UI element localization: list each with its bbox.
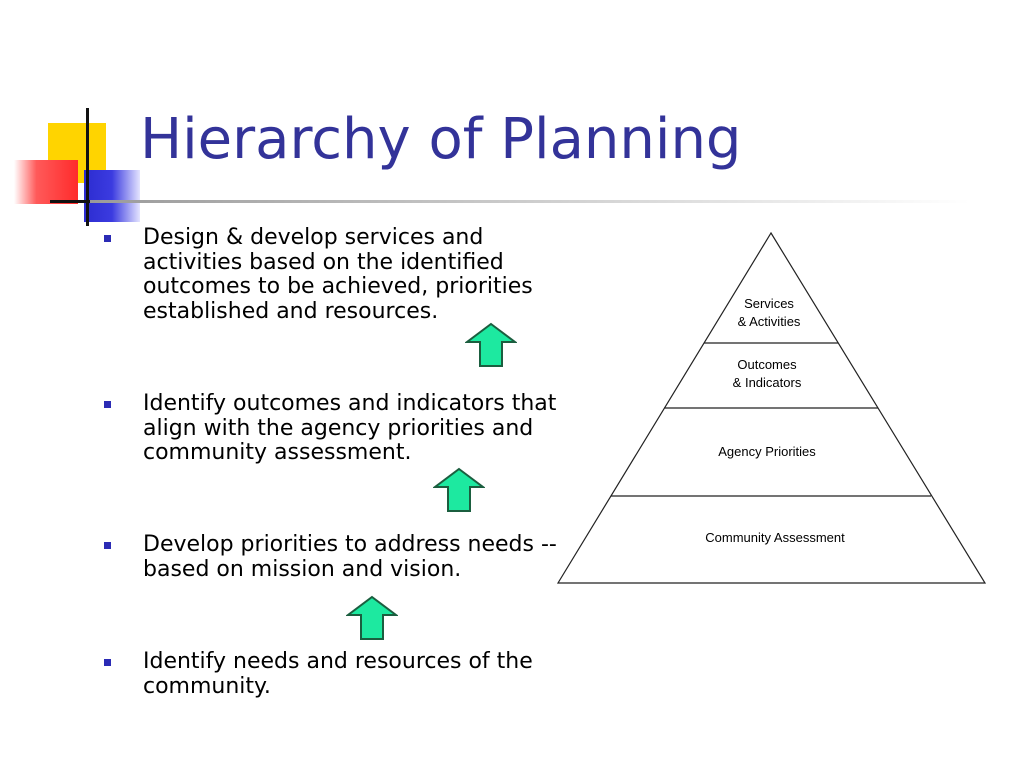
tier-label-line: Outcomes <box>737 357 797 372</box>
bullet-square-icon <box>104 542 111 549</box>
bullet-text: Identify needs and resources of the community. <box>143 649 533 699</box>
bullet-square-icon <box>104 659 111 666</box>
tier-label-line: Services <box>744 296 794 311</box>
bullet-square-icon <box>104 401 111 408</box>
deco-red-square <box>14 160 78 204</box>
arrow-up-icon <box>433 467 485 513</box>
planning-pyramid <box>556 232 988 586</box>
tier-agency-priorities <box>718 443 816 461</box>
tier-services-activities <box>738 295 801 331</box>
bullet-text: Develop priorities to address needs -- based on mission and vision. <box>143 532 557 582</box>
bullet-square-icon <box>104 235 111 242</box>
deco-vertical-line <box>86 108 89 226</box>
bullet-text: Identify outcomes and indicators that align with the agency priorities and community assessment. <box>143 391 557 465</box>
title-underline-rule <box>90 200 970 203</box>
tier-label-line: Community Assessment <box>705 530 845 545</box>
arrow-up-icon <box>465 322 517 368</box>
tier-label-line: Agency Priorities <box>718 444 816 459</box>
deco-blue-square <box>84 170 140 222</box>
arrow-up-icon <box>346 595 398 641</box>
tier-label-line: & Indicators <box>732 375 802 390</box>
bullet-text: Design & develop services and activities based on the identified outcomes to be achieved, priorities established and resources. <box>143 225 533 324</box>
tier-label-line: & Activities <box>737 314 801 329</box>
tier-community-assessment <box>705 529 844 547</box>
slide-title: Hierarchy of Planning <box>140 107 742 172</box>
tier-outcomes-indicators <box>733 356 802 392</box>
